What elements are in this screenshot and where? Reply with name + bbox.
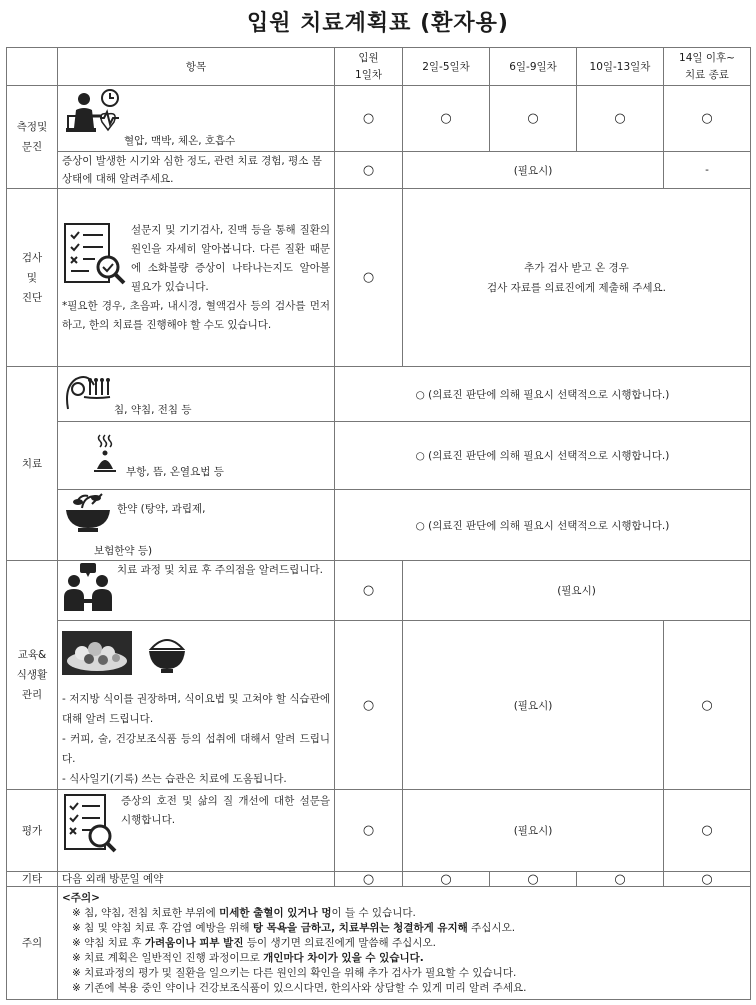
exam-additional-note — [403, 189, 751, 367]
page-title: 입원 치료계획표 (환자용) — [247, 11, 509, 36]
category-other: 기타 — [7, 872, 58, 887]
measure-vitals-day14: ○ — [664, 86, 751, 152]
other-day10-13: ○ — [577, 872, 664, 887]
education-guidance-as-needed: (필요시) — [403, 561, 751, 621]
other-day6-9: ○ — [490, 872, 577, 887]
education-diet-day14: ○ — [664, 621, 751, 790]
header-day10-13: 10일-13일차 — [577, 48, 664, 86]
other-text: 다음 외래 방문일 예약 — [58, 872, 335, 887]
checklist-magnifier-icon — [62, 221, 128, 296]
treatment-row-3 — [7, 490, 751, 561]
category-evaluation: 평가 — [7, 790, 58, 872]
header-day14-line2: 치료 종료 — [685, 68, 729, 81]
measure-vitals-text: 혈압, 맥박, 체온, 호흡수 — [124, 134, 236, 147]
category-treatment: 치료 — [7, 367, 58, 561]
treatment-acupuncture-selective: ○ (의료진 판단에 의해 필요시 선택적으로 시행합니다.) — [335, 367, 751, 422]
measure-row-2 — [7, 152, 751, 189]
other-day2-5: ○ — [403, 872, 490, 887]
category-measure — [7, 86, 58, 189]
header-category-cell — [7, 48, 58, 86]
caution-note-2-bold: 탕 목욕을 금하고, 치료부위는 청결하게 유지해 — [252, 921, 468, 934]
caution-note-4-bold: 개인마다 차이가 있을 수 있습니다. — [263, 951, 424, 964]
treatment-row-2 — [7, 422, 751, 490]
exam-description: 설문지 및 기기검사, 진맥 등을 통해 질환의 원인을 자세히 알아봅니다. 다른 질환 때문에 소화불량 증상이 나타나는지도 알아볼 필요가 있습니다. — [131, 223, 330, 293]
header-day1-line1: 입원 — [358, 51, 379, 64]
treatment-cupping-item — [58, 422, 335, 490]
education-diet-bullet-2: - 커피, 술, 건강보조식품 등의 섭취에 대해서 알려 드립니다. — [62, 733, 330, 765]
exam-item — [58, 189, 335, 367]
measure-history-day14: - — [664, 152, 751, 189]
category-education — [7, 561, 58, 790]
caution-note-3-c: 등이 생기면 의료진에게 말씀해 주십시오. — [243, 936, 436, 949]
measure-history-day1: ○ — [335, 152, 403, 189]
education-diet-bullet-1: - 저지방 식이를 권장하며, 식이요법 및 고쳐야 할 식습관에 대해 알려 드립니다. — [62, 693, 330, 725]
moxibustion-icon — [90, 431, 120, 481]
evaluation-text: 증상의 호전 및 삶의 질 개선에 대한 설문을 시행합니다. — [121, 795, 330, 826]
evaluation-item — [58, 790, 335, 872]
other-row — [7, 872, 751, 887]
measure-vitals-day1: ○ — [335, 86, 403, 152]
education-diet-day1: ○ — [335, 621, 403, 790]
exam-additional-note-line1: 추가 검사 받고 온 경우 — [524, 261, 629, 274]
education-guidance-item — [58, 561, 335, 621]
consultation-icon — [62, 561, 114, 620]
caution-note-1-a: ※ 침, 약침, 전침 치료한 부위에 — [72, 906, 220, 919]
header-day14-line1: 14일 이후~ — [679, 51, 735, 64]
caution-row — [7, 887, 751, 1000]
education-guidance-day1: ○ — [335, 561, 403, 621]
header-item: 항목 — [58, 48, 335, 86]
category-exam-line2: 및 — [26, 271, 38, 284]
category-measure-line2: 문진 — [21, 141, 43, 153]
treatment-herbal-item — [58, 490, 335, 561]
caution-notes — [58, 887, 751, 1000]
rice-bowl-icon — [145, 631, 189, 682]
caution-note-3-a: ※ 약침 치료 후 — [72, 936, 145, 949]
exam-note: *필요한 경우, 초음파, 내시경, 혈액검사 등의 검사를 먼저 하고, 한의 치료를 진행해야 할 수도 있습니다. — [62, 299, 330, 331]
category-education-line1: 교육& — [17, 649, 47, 661]
education-guidance-text: 치료 과정 및 치료 후 주의점을 알려드립니다. — [117, 564, 323, 576]
category-education-line3: 관리 — [21, 689, 43, 701]
measure-history-text: 증상이 발생한 시기와 심한 정도, 관련 치료 경험, 평소 몸 상태에 대해 알려주세요. — [58, 152, 335, 189]
other-day1: ○ — [335, 872, 403, 887]
header-day2-5: 2일-5일차 — [403, 48, 490, 86]
caution-note-2-a: ※ 침 및 약침 치료 후 감염 예방을 위해 — [72, 921, 253, 934]
treatment-cupping-selective: ○ (의료진 판단에 의해 필요시 선택적으로 시행합니다.) — [335, 422, 751, 490]
caution-note-4 — [62, 951, 746, 966]
category-measure-line1: 측정및 — [16, 121, 48, 133]
treatment-acupuncture-text: 침, 약침, 전침 등 — [114, 404, 192, 416]
measure-row-1 — [7, 86, 751, 152]
treatment-herbal-text-1: 한약 (탕약, 과립제, — [117, 503, 206, 515]
survey-icon — [62, 792, 118, 865]
header-day14 — [664, 48, 751, 86]
evaluation-day1: ○ — [335, 790, 403, 872]
vital-signs-icon — [62, 88, 124, 150]
header-row — [7, 48, 751, 86]
caution-note-2-c: 주십시오. — [467, 921, 516, 934]
caution-note-3 — [62, 936, 746, 951]
education-diet-as-needed: (필요시) — [403, 621, 664, 790]
evaluation-as-needed: (필요시) — [403, 790, 664, 872]
treatment-herbal-text-2: 보험한약 등) — [94, 545, 153, 557]
evaluation-row — [7, 790, 751, 872]
measure-history-as-needed: (필요시) — [403, 152, 664, 189]
acupuncture-icon — [62, 369, 114, 419]
other-day14: ○ — [664, 872, 751, 887]
salad-icon — [62, 631, 132, 682]
education-diet-bullet-3: - 식사일기(기록) 쓰는 습관은 치료에 도움됩니다. — [62, 773, 287, 785]
measure-vitals-day10-13: ○ — [577, 86, 664, 152]
education-diet-item — [58, 621, 335, 790]
education-row-2 — [7, 621, 751, 790]
header-day6-9: 6일-9일차 — [490, 48, 577, 86]
herbal-mortar-icon — [62, 490, 114, 542]
header-day1-line2: 1일차 — [355, 68, 382, 81]
exam-row — [7, 189, 751, 367]
treatment-cupping-text: 부항, 뜸, 온열요법 등 — [126, 465, 224, 478]
caution-note-1-c: 이 들 수 있습니다. — [331, 906, 416, 919]
caution-note-1-bold: 미세한 출혈이 있거나 멍 — [219, 906, 332, 919]
caution-note-3-bold: 가려움이나 피부 발진 — [144, 936, 244, 949]
caution-heading: <주의> — [62, 891, 100, 904]
education-row-1 — [7, 561, 751, 621]
treatment-acupuncture-item — [58, 367, 335, 422]
caution-note-5: ※ 치료과정의 평가 및 질환을 일으키는 다른 원인의 확인을 위해 추가 검사가 필요할 수 있습니다. — [72, 966, 517, 979]
exam-day1: ○ — [335, 189, 403, 367]
caution-note-2 — [62, 921, 746, 936]
measure-vitals-day6-9: ○ — [490, 86, 577, 152]
treatment-row-1 — [7, 367, 751, 422]
caution-note-1 — [62, 906, 746, 921]
treatment-plan-table — [6, 47, 751, 1000]
caution-note-6: ※ 기존에 복용 중인 약이나 건강보조식품이 있으시다면, 한의사와 상담할 수 있게 미리 알려 주세요. — [72, 981, 527, 994]
category-exam-line3: 진단 — [21, 291, 43, 304]
treatment-herbal-selective: ○ (의료진 판단에 의해 필요시 선택적으로 시행합니다.) — [335, 490, 751, 561]
category-education-line2: 식생활 — [16, 669, 48, 681]
category-exam — [7, 189, 58, 367]
evaluation-day14: ○ — [664, 790, 751, 872]
category-caution: 주의 — [7, 887, 58, 1000]
category-exam-line1: 검사 — [21, 251, 43, 264]
diet-icons — [62, 631, 330, 683]
exam-additional-note-line2: 검사 자료를 의료진에게 제출해 주세요. — [487, 281, 666, 294]
header-day1 — [335, 48, 403, 86]
measure-vitals-item — [58, 86, 335, 152]
measure-vitals-day2-5: ○ — [403, 86, 490, 152]
caution-note-4-a: ※ 치료 계획은 일반적인 진행 과정이므로 — [72, 951, 264, 964]
